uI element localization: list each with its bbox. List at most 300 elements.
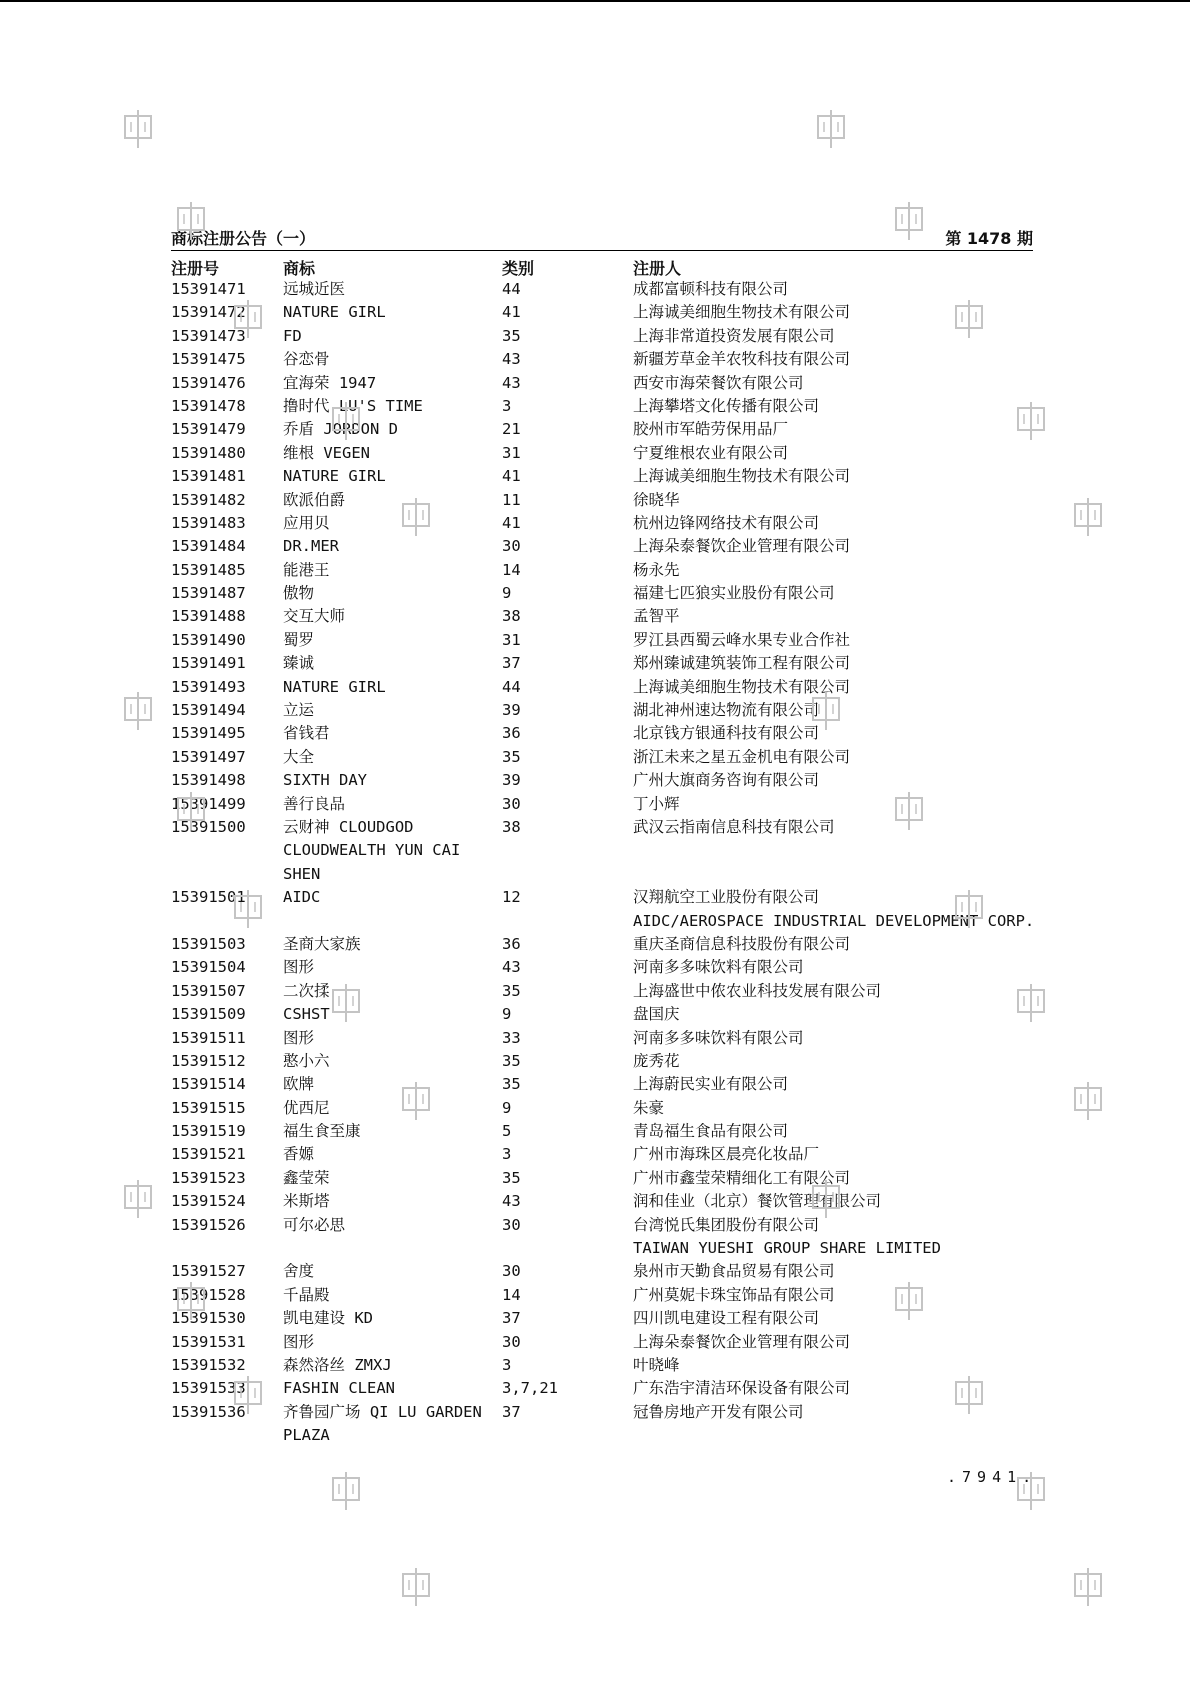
registrant-text: TAIWAN YUESHI GROUP SHARE LIMITED	[633, 1239, 941, 1258]
class-value: 30	[502, 1332, 521, 1351]
watermark-icon	[330, 982, 362, 1024]
watermark-icon	[122, 690, 154, 732]
class-value: 31	[502, 630, 521, 649]
mark-text: 优西尼	[283, 1098, 330, 1117]
registrant-cell	[633, 1331, 850, 1354]
watermark-icon	[330, 1470, 362, 1512]
registrant-cell	[633, 1050, 680, 1073]
mark-text: 省钱君	[283, 724, 330, 743]
reg-no-cell	[171, 652, 246, 675]
mark-cell	[283, 372, 376, 395]
class-value: 36	[502, 934, 521, 953]
registrant-text: 重庆圣商信息科技股份有限公司	[633, 934, 851, 953]
mark-cell	[283, 489, 345, 512]
table-row	[0, 605, 1190, 628]
class-cell	[502, 1377, 558, 1400]
reg-no: 15391495	[171, 724, 246, 743]
reg-no-cell	[171, 1167, 246, 1190]
registrant-cell	[633, 325, 835, 348]
reg-no: 15391488	[171, 607, 246, 626]
registrant-text: 广东浩宇清洁环保设备有限公司	[633, 1379, 851, 1398]
mark-cell	[283, 1027, 314, 1050]
reg-no-cell	[171, 559, 246, 582]
top-rule	[0, 0, 1190, 2]
registrant-cell	[633, 395, 819, 418]
mark-cell	[283, 676, 386, 699]
registrant-cell	[633, 652, 850, 675]
registrant-text: 上海非常道投资发展有限公司	[633, 326, 835, 345]
mark-cell	[283, 1307, 373, 1330]
class-value: 35	[502, 747, 521, 766]
class-cell	[502, 1260, 521, 1283]
registrant-cell	[633, 372, 804, 395]
registrant-text: 孟智平	[633, 607, 680, 626]
class-cell	[502, 348, 521, 371]
mark-cell	[283, 1260, 314, 1283]
reg-no-cell	[171, 1331, 246, 1354]
mark-text: 臻诚	[283, 654, 315, 673]
registrant-text: 泉州市天勤食品贸易有限公司	[633, 1262, 835, 1281]
mark-cell	[283, 1050, 330, 1073]
class-value: 38	[502, 817, 521, 836]
registrant-text: 胶州市军皓劳保用品厂	[633, 420, 789, 439]
registrant-cell	[633, 512, 819, 535]
reg-no-cell	[171, 1027, 246, 1050]
class-value: 35	[502, 1075, 521, 1094]
watermark-icon	[232, 1374, 264, 1416]
table-row	[0, 699, 1190, 722]
mark-cell	[283, 722, 330, 745]
mark-text: 舍度	[283, 1262, 315, 1281]
registrant-text: 台湾悦氏集团股份有限公司	[633, 1215, 820, 1234]
class-value: 3	[502, 1145, 512, 1164]
registrant-text: 罗江县西蜀云峰水果专业合作社	[633, 630, 851, 649]
registrant-text: 上海诚美细胞生物技术有限公司	[633, 303, 851, 322]
registrant-cell	[633, 1027, 804, 1050]
mark-text: FASHIN CLEAN	[283, 1379, 395, 1398]
registrant-cell	[633, 1377, 850, 1400]
reg-no-cell	[171, 372, 246, 395]
registrant-cell	[633, 1190, 881, 1213]
reg-no: 15391480	[171, 443, 246, 462]
mark-text: 善行良品	[283, 794, 346, 813]
registrant-cell	[633, 559, 680, 582]
table-row	[0, 1401, 1190, 1448]
trademark-table	[0, 278, 1190, 1448]
class-cell	[502, 886, 521, 909]
reg-no: 15391501	[171, 888, 246, 907]
mark-cell	[283, 278, 345, 301]
mark-text: 香嫄	[283, 1145, 315, 1164]
registrant-text: 河南多多味饮料有限公司	[633, 958, 804, 977]
reg-no: 15391507	[171, 981, 246, 1000]
page-title: 商标注册公告（一）	[171, 229, 316, 248]
mark-text: NATURE GIRL	[283, 677, 386, 696]
issue-number: 第 1478 期	[945, 229, 1033, 248]
registrant-cell	[633, 278, 788, 301]
watermark-icon	[1072, 1566, 1104, 1608]
class-cell	[502, 442, 521, 465]
reg-no: 15391503	[171, 934, 246, 953]
registrant-text: 上海蔚民实业有限公司	[633, 1075, 789, 1094]
class-value: 9	[502, 1098, 512, 1117]
table-row	[0, 956, 1190, 979]
class-value: 41	[502, 467, 521, 486]
class-value: 3	[502, 1356, 512, 1375]
reg-no: 15391511	[171, 1028, 246, 1047]
watermark-icon	[893, 200, 925, 242]
mark-cell	[283, 559, 330, 582]
reg-no: 15391484	[171, 537, 246, 556]
class-value: 30	[502, 1262, 521, 1281]
registrant-text: 广州莫妮卡珠宝饰品有限公司	[633, 1285, 835, 1304]
reg-no-cell	[171, 1120, 246, 1143]
mark-cell	[283, 605, 345, 628]
registrant-cell	[633, 793, 680, 816]
registrant-cell	[633, 605, 680, 628]
class-value: 30	[502, 794, 521, 813]
watermark-icon	[175, 1280, 207, 1322]
registrant-text: 丁小辉	[633, 794, 680, 813]
class-cell	[502, 301, 521, 324]
registrant-text: 西安市海荣餐饮有限公司	[633, 373, 804, 392]
reg-no: 15391531	[171, 1332, 246, 1351]
mark-cell	[283, 1284, 330, 1307]
mark-text: 图形	[283, 958, 315, 977]
mark-cell	[283, 442, 370, 465]
reg-no: 15391473	[171, 326, 246, 345]
table-row	[0, 1097, 1190, 1120]
class-value: 35	[502, 326, 521, 345]
reg-no: 15391512	[171, 1051, 246, 1070]
class-cell	[502, 676, 521, 699]
class-value: 30	[502, 537, 521, 556]
table-row	[0, 348, 1190, 371]
class-value: 5	[502, 1122, 512, 1141]
registrant-text: 叶晓峰	[633, 1356, 680, 1375]
watermark-icon	[810, 1178, 842, 1220]
reg-no-cell	[171, 535, 246, 558]
registrant-cell	[633, 582, 835, 605]
registrant-cell	[633, 1401, 804, 1424]
class-cell	[502, 933, 521, 956]
mark-text: 大全	[283, 747, 315, 766]
reg-no: 15391491	[171, 654, 246, 673]
mark-text: 维根 VEGEN	[283, 443, 370, 462]
reg-no-cell	[171, 442, 246, 465]
reg-no-cell	[171, 512, 246, 535]
mark-text: AIDC	[283, 888, 321, 907]
table-row	[0, 1050, 1190, 1073]
registrant-cell	[633, 1097, 664, 1120]
class-value: 11	[502, 490, 521, 509]
mark-text: 欧牌	[283, 1075, 315, 1094]
mark-cell	[283, 793, 345, 816]
class-value: 43	[502, 1192, 521, 1211]
mark-cell	[283, 512, 330, 535]
registrant-text: 庞秀花	[633, 1051, 680, 1070]
table-row	[0, 512, 1190, 535]
registrant-text: 汉翔航空工业股份有限公司	[633, 888, 820, 907]
reg-no: 15391490	[171, 630, 246, 649]
mark-text: DR.MER	[283, 537, 339, 556]
class-cell	[502, 512, 521, 535]
table-row	[0, 722, 1190, 745]
mark-text: 欧派伯爵	[283, 490, 346, 509]
class-cell	[502, 395, 511, 418]
mark-cell	[283, 652, 314, 675]
registrant-text: 成都富顿科技有限公司	[633, 280, 789, 298]
table-row	[0, 489, 1190, 512]
page-number: .7941.	[947, 1468, 1038, 1486]
mark-cell	[283, 746, 314, 769]
class-cell	[502, 1143, 511, 1166]
mark-text: CSHST	[283, 1005, 330, 1024]
class-cell	[502, 746, 521, 769]
column-header-reg-no: 注册号	[171, 259, 220, 278]
registrant-cell	[633, 348, 850, 371]
mark-cell	[283, 1073, 314, 1096]
registrant-text: 宁夏维根农业有限公司	[633, 443, 789, 462]
mark-cell	[283, 325, 302, 348]
mark-cell	[283, 1401, 482, 1448]
class-value: 43	[502, 350, 521, 369]
reg-no: 15391530	[171, 1309, 246, 1328]
reg-no-cell	[171, 605, 246, 628]
table-row	[0, 980, 1190, 1003]
table-row	[0, 465, 1190, 488]
class-cell	[502, 582, 511, 605]
mark-text: 交互大师	[283, 607, 346, 626]
reg-no-cell	[171, 582, 246, 605]
mark-cell	[283, 1167, 330, 1190]
watermark-icon	[1015, 1470, 1047, 1512]
mark-text: 福生食至康	[283, 1122, 361, 1141]
class-value: 39	[502, 701, 521, 720]
reg-no: 15391524	[171, 1192, 246, 1211]
registrant-text: 广州市海珠区晨亮化妆品厂	[633, 1145, 820, 1164]
class-cell	[502, 1214, 521, 1237]
mark-cell	[283, 980, 330, 1003]
reg-no-cell	[171, 1214, 246, 1237]
mark-cell	[283, 956, 314, 979]
registrant-text: 徐晓华	[633, 490, 680, 509]
registrant-text: AIDC/AEROSPACE INDUSTRIAL DEVELOPMENT CORP.	[633, 911, 1035, 930]
reg-no: 15391481	[171, 467, 246, 486]
class-cell	[502, 1190, 521, 1213]
class-value: 39	[502, 771, 521, 790]
registrant-cell	[633, 465, 850, 488]
mark-cell	[283, 1377, 395, 1400]
watermark-icon	[810, 690, 842, 732]
registrant-text: 新疆芳草金羊农牧科技有限公司	[633, 350, 851, 369]
class-cell	[502, 325, 521, 348]
class-value: 30	[502, 1215, 521, 1234]
reg-no: 15391483	[171, 513, 246, 532]
mark-text: SHEN	[283, 864, 321, 883]
mark-text: 宜海荣 1947	[283, 373, 377, 392]
reg-no-cell	[171, 395, 246, 418]
reg-no-cell	[171, 1073, 246, 1096]
mark-text: 千晶殿	[283, 1285, 330, 1304]
registrant-text: 浙江未来之星五金机电有限公司	[633, 747, 851, 766]
table-row	[0, 325, 1190, 348]
registrant-text: 郑州臻诚建筑装饰工程有限公司	[633, 654, 851, 673]
registrant-cell	[633, 1214, 941, 1261]
registrant-cell	[633, 1284, 835, 1307]
mark-text: 凯电建设 KD	[283, 1309, 373, 1328]
class-value: 9	[502, 584, 512, 603]
reg-no: 15391475	[171, 350, 246, 369]
watermark-icon	[175, 790, 207, 832]
watermark-icon	[893, 790, 925, 832]
table-row	[0, 1003, 1190, 1026]
reg-no: 15391485	[171, 560, 246, 579]
table-row	[0, 278, 1190, 301]
reg-no-cell	[171, 1143, 246, 1166]
reg-no: 15391519	[171, 1122, 246, 1141]
table-row	[0, 1073, 1190, 1096]
class-cell	[502, 1284, 521, 1307]
reg-no: 15391526	[171, 1215, 246, 1234]
registrant-text: 福建七匹狼实业股份有限公司	[633, 584, 835, 603]
watermark-icon	[953, 1374, 985, 1416]
watermark-icon	[1072, 496, 1104, 538]
reg-no-cell	[171, 956, 246, 979]
table-row	[0, 1120, 1190, 1143]
watermark-icon	[893, 1280, 925, 1322]
reg-no: 15391497	[171, 747, 246, 766]
class-value: 43	[502, 373, 521, 392]
class-cell	[502, 1073, 521, 1096]
mark-text: 鑫莹荣	[283, 1168, 330, 1187]
registrant-text: 武汉云指南信息科技有限公司	[633, 817, 835, 836]
mark-text: 憨小六	[283, 1051, 330, 1070]
watermark-icon	[953, 888, 985, 930]
mark-cell	[283, 465, 386, 488]
class-value: 36	[502, 724, 521, 743]
registrant-cell	[633, 699, 819, 722]
registrant-text: 上海朵泰餐饮企业管理有限公司	[633, 1332, 851, 1351]
reg-no: 15391472	[171, 303, 246, 322]
mark-text: 乔盾 JORDON D	[283, 420, 398, 439]
class-cell	[502, 769, 521, 792]
reg-no: 15391494	[171, 701, 246, 720]
class-value: 14	[502, 560, 521, 579]
class-cell	[502, 1167, 521, 1190]
table-row	[0, 582, 1190, 605]
registrant-text: 湖北神州速达物流有限公司	[633, 701, 820, 720]
class-value: 43	[502, 958, 521, 977]
class-value: 14	[502, 1285, 521, 1304]
reg-no-cell	[171, 465, 246, 488]
watermark-icon	[1015, 400, 1047, 442]
registrant-text: 上海朵泰餐饮企业管理有限公司	[633, 537, 851, 556]
class-cell	[502, 699, 521, 722]
mark-text: CLOUDWEALTH YUN CAI	[283, 841, 461, 860]
reg-no: 15391527	[171, 1262, 246, 1281]
registrant-cell	[633, 629, 850, 652]
watermark-icon	[400, 1080, 432, 1122]
table-row	[0, 746, 1190, 769]
table-row	[0, 652, 1190, 675]
registrant-cell	[633, 1143, 819, 1166]
reg-no-cell	[171, 1003, 246, 1026]
class-value: 41	[502, 303, 521, 322]
watermark-icon	[400, 1566, 432, 1608]
table-row	[0, 1167, 1190, 1190]
registrant-text: 朱豪	[633, 1098, 665, 1117]
table-row	[0, 1377, 1190, 1400]
table-row	[0, 535, 1190, 558]
table-row	[0, 395, 1190, 418]
class-value: 35	[502, 1051, 521, 1070]
watermark-icon	[232, 888, 264, 930]
mark-text: 可尔必思	[283, 1215, 346, 1234]
reg-no: 15391476	[171, 373, 246, 392]
mark-text: PLAZA	[283, 1426, 330, 1445]
registrant-cell	[633, 301, 850, 324]
table-row	[0, 1331, 1190, 1354]
class-cell	[502, 559, 521, 582]
watermark-icon	[1015, 982, 1047, 1024]
mark-cell	[283, 535, 339, 558]
class-cell	[502, 1050, 521, 1073]
mark-text: 二次揉	[283, 981, 330, 1000]
registrant-text: 冠鲁房地产开发有限公司	[633, 1402, 804, 1421]
registrant-text: 广州市鑫莹荣精细化工有限公司	[633, 1168, 851, 1187]
registrant-cell	[633, 535, 850, 558]
class-cell	[502, 278, 521, 301]
reg-no: 15391504	[171, 958, 246, 977]
mark-text: 能港王	[283, 560, 330, 579]
class-cell	[502, 489, 521, 512]
mark-cell	[283, 348, 330, 371]
reg-no: 15391523	[171, 1168, 246, 1187]
class-cell	[502, 1307, 521, 1330]
mark-cell	[283, 699, 314, 722]
reg-no-cell	[171, 348, 246, 371]
reg-no: 15391533	[171, 1379, 246, 1398]
mark-text: 米斯塔	[283, 1192, 330, 1211]
class-value: 21	[502, 420, 521, 439]
mark-cell	[283, 1003, 330, 1026]
registrant-cell	[633, 956, 804, 979]
registrant-text: 四川凯电建设工程有限公司	[633, 1309, 820, 1328]
mark-cell	[283, 1190, 330, 1213]
registrant-cell	[633, 769, 819, 792]
mark-cell	[283, 933, 361, 956]
registrant-cell	[633, 489, 680, 512]
reg-no: 15391499	[171, 794, 246, 813]
reg-no: 15391493	[171, 677, 246, 696]
class-value: 44	[502, 280, 521, 298]
watermark-icon	[953, 298, 985, 340]
registrant-cell	[633, 442, 788, 465]
watermark-icon	[122, 108, 154, 150]
class-cell	[502, 629, 521, 652]
reg-no-cell	[171, 489, 246, 512]
watermark-icon	[232, 298, 264, 340]
mark-cell	[283, 301, 386, 324]
mark-text: 撸时代 LU'S TIME	[283, 396, 423, 415]
class-cell	[502, 1354, 511, 1377]
registrant-text: 上海诚美细胞生物技术有限公司	[633, 467, 851, 486]
table-row	[0, 1190, 1190, 1213]
reg-no-cell	[171, 980, 246, 1003]
class-value: 35	[502, 1168, 521, 1187]
mark-text: 应用贝	[283, 513, 330, 532]
